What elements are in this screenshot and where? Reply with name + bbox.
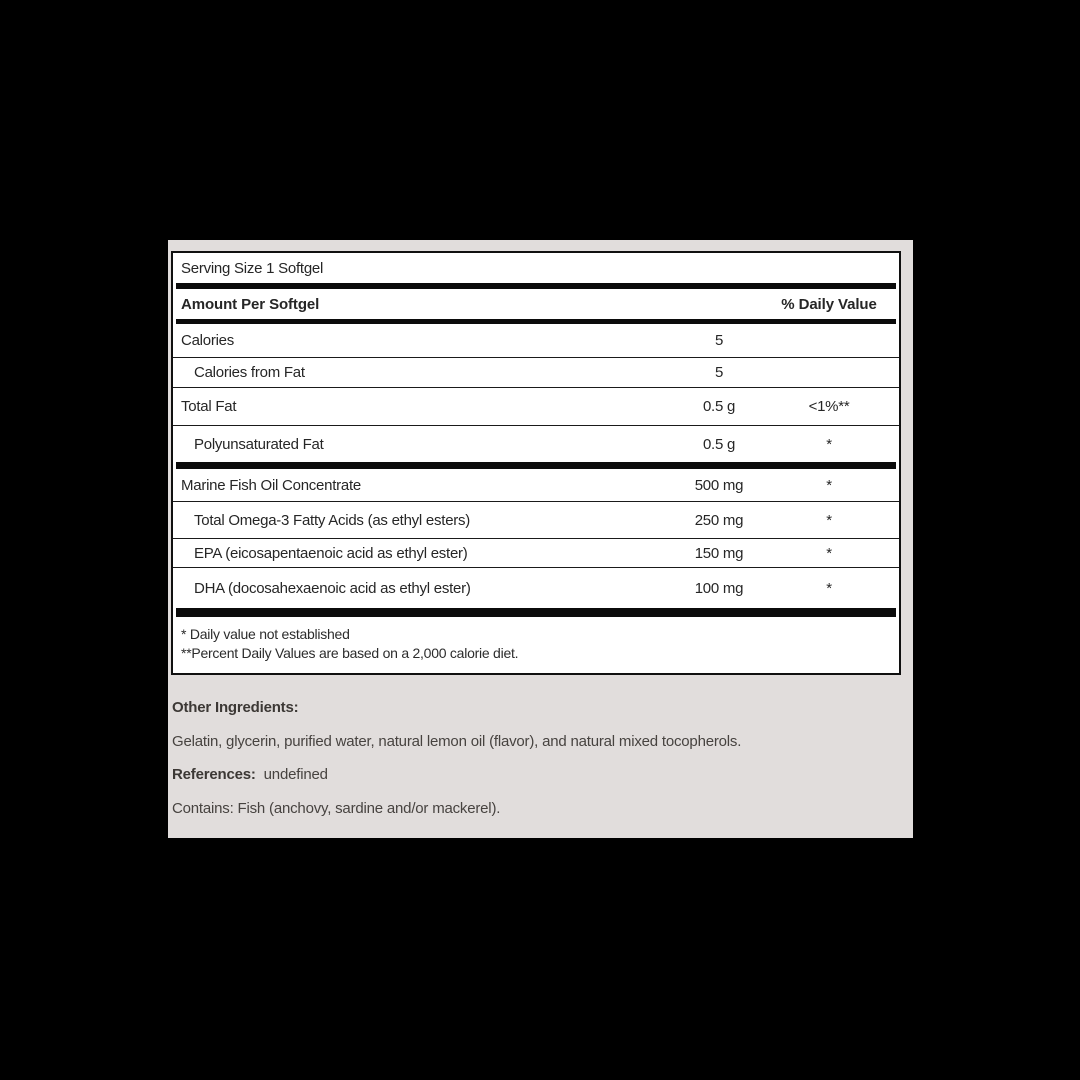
supplement-label-panel (168, 240, 913, 838)
facts-header-row (173, 289, 899, 319)
facts-row-polyunsaturated-fat (173, 426, 899, 462)
row-daily-value: * (826, 476, 832, 494)
row-label: Calories (181, 332, 235, 349)
serving-size-row (173, 253, 899, 283)
facts-row-dha (173, 568, 899, 608)
row-amount: 5 (714, 332, 724, 349)
row-label: Total Fat (181, 398, 237, 415)
other-ingredients-section (172, 699, 899, 818)
row-daily-value: * (826, 511, 832, 529)
amount-per-softgel-header: Amount Per Softgel (181, 295, 320, 313)
footnote-percent-dv: **Percent Daily Values are based on a 2,000 calorie diet. (181, 645, 519, 661)
row-daily-value: * (826, 579, 832, 597)
row-daily-value: * (826, 544, 832, 562)
row-amount: 250 mg (694, 511, 744, 529)
row-amount: 0.5 g (702, 398, 736, 415)
row-amount: 100 mg (694, 579, 744, 597)
facts-row-total-fat (173, 388, 899, 426)
row-amount: 150 mg (694, 544, 744, 562)
references-value: undefined (263, 766, 328, 783)
references-line (172, 766, 899, 784)
row-label: EPA (eicosapentaenoic acid as ethyl ester) (194, 544, 468, 562)
row-amount: 5 (714, 364, 724, 381)
facts-row-omega3 (173, 502, 899, 539)
contains-line: Contains: Fish (anchovy, sardine and/or mackerel). (172, 800, 501, 817)
row-amount: 0.5 g (702, 435, 736, 453)
thick-rule (176, 462, 896, 469)
row-daily-value: * (826, 435, 832, 453)
row-label: Marine Fish Oil Concentrate (181, 476, 361, 494)
row-label: Polyunsaturated Fat (194, 435, 324, 453)
footnote-daily-value: * Daily value not established (181, 626, 350, 642)
facts-row-marine-fish-oil (173, 469, 899, 502)
row-label: Total Omega-3 Fatty Acids (as ethyl esters) (194, 511, 471, 529)
row-label: DHA (docosahexaenoic acid as ethyl ester) (194, 579, 471, 597)
row-daily-value: <1%** (808, 398, 850, 415)
facts-footnotes (173, 617, 899, 673)
references-label: References: (172, 766, 256, 783)
serving-size-text: Serving Size 1 Softgel (181, 259, 324, 277)
facts-row-calories-from-fat (173, 358, 899, 388)
other-ingredients-heading: Other Ingredients: (172, 699, 299, 716)
thick-rule (176, 608, 896, 617)
other-ingredients-list: Gelatin, glycerin, purified water, natural lemon oil (flavor), and natural mixed tocopherols. (172, 733, 742, 750)
facts-row-epa (173, 539, 899, 568)
row-label: Calories from Fat (194, 364, 305, 381)
row-amount: 500 mg (694, 476, 744, 494)
daily-value-header: % Daily Value (781, 295, 877, 313)
supplement-facts-table (171, 251, 901, 675)
facts-row-calories (173, 324, 899, 358)
